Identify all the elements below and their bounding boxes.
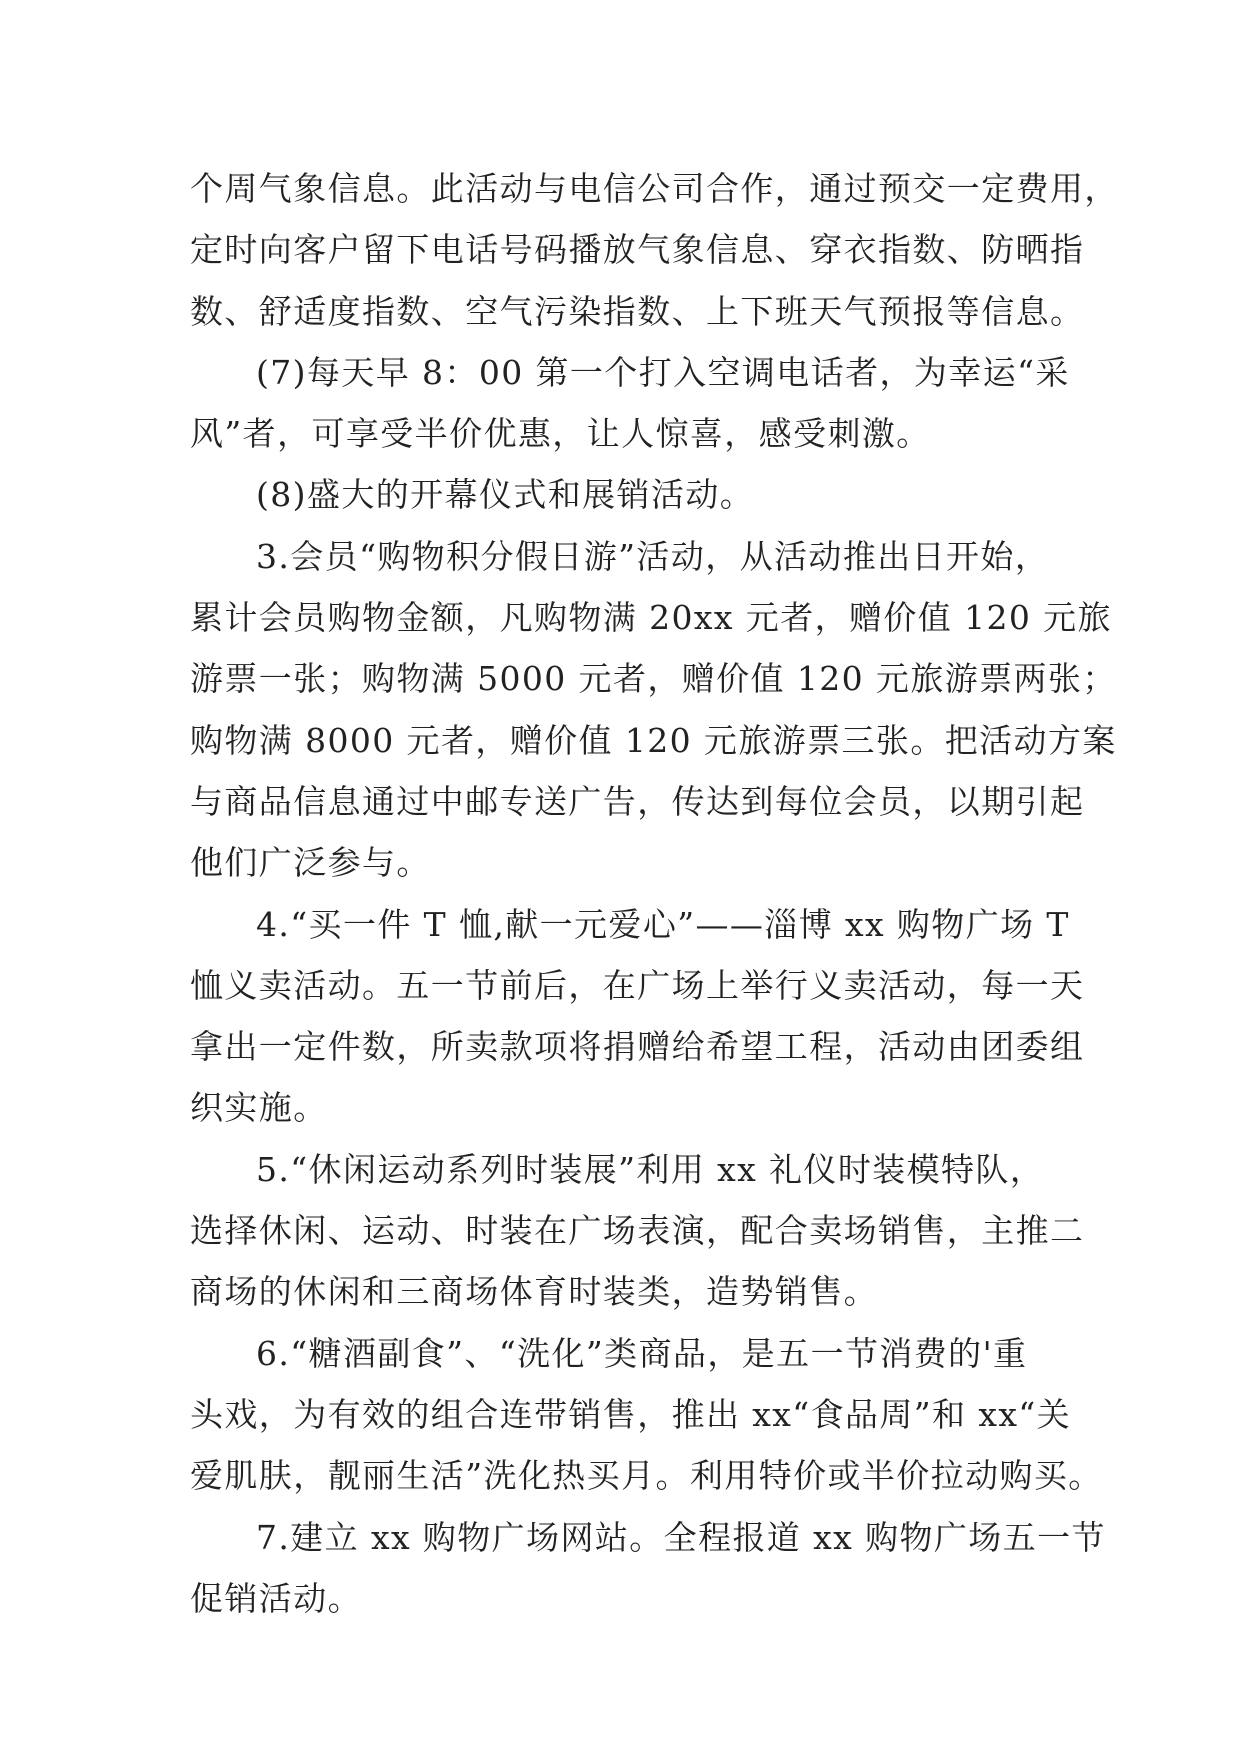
text-line: 促销活动。: [190, 1578, 362, 1618]
text-line: 7.建立 xx 购物广场网站。全程报道 xx 购物广场五一节: [256, 1517, 1106, 1557]
text-line: 风”者，可享受半价优惠，让人惊喜，感受刺激。: [190, 414, 931, 454]
text-line: 数、舒适度指数、空气污染指数、上下班天气预报等信息。: [190, 291, 1085, 331]
text-line: 头戏，为有效的组合连带销售，推出 xx“食品周”和 xx“关: [190, 1394, 1072, 1434]
text-line: 3.会员“购物积分假日游”活动，从活动推出日开始，: [256, 536, 1050, 576]
text-line: 4.“买一件 T 恤,献一元爱心”——淄博 xx 购物广场 T: [256, 904, 1070, 944]
text-line: (7)每天早 8：00 第一个打入空调电话者，为幸运“采: [256, 352, 1070, 392]
text-line: 商场的休闲和三商场体育时装类，造势销售。: [190, 1272, 878, 1312]
text-line: 他们广泛参与。: [190, 843, 431, 883]
text-line: 6.“糖酒副食”、“洗化”类商品，是五一节消费的'重: [256, 1333, 1028, 1373]
text-line: 累计会员购物金额，凡购物满 20xx 元者，赠价值 120 元旅: [190, 598, 1112, 638]
text-line: 爱肌肤，靓丽生活”洗化热买月。利用特价或半价拉动购买。: [190, 1456, 1103, 1496]
text-line: 5.“休闲运动系列时装展”利用 xx 礼仪时装模特队，: [256, 1149, 1045, 1189]
text-line: 拿出一定件数，所卖款项将捐赠给希望工程，活动由团委组: [190, 1027, 1085, 1067]
text-line: (8)盛大的开幕仪式和展销活动。: [256, 475, 755, 515]
document-body: [190, 158, 1119, 1629]
text-line: 选择休闲、运动、时装在广场表演，配合卖场销售，主推二: [190, 1211, 1085, 1251]
text-line: 购物满 8000 元者，赠价值 120 元旅游票三张。把活动方案: [190, 720, 1117, 760]
text-line: 个周气象信息。此活动与电信公司合作，通过预交一定费用，: [190, 169, 1119, 208]
text-line: 与商品信息通过中邮专送广告，传达到每位会员，以期引起: [190, 781, 1085, 821]
text-line: 恤义卖活动。五一节前后，在广场上举行义卖活动，每一天: [190, 965, 1085, 1005]
text-line: 织实施。: [190, 1088, 328, 1128]
text-line: 游票一张；购物满 5000 元者，赠价值 120 元旅游票两张；: [190, 659, 1117, 699]
text-line: 定时向客户留下电话号码播放气象信息、穿衣指数、防晒指: [190, 230, 1085, 270]
